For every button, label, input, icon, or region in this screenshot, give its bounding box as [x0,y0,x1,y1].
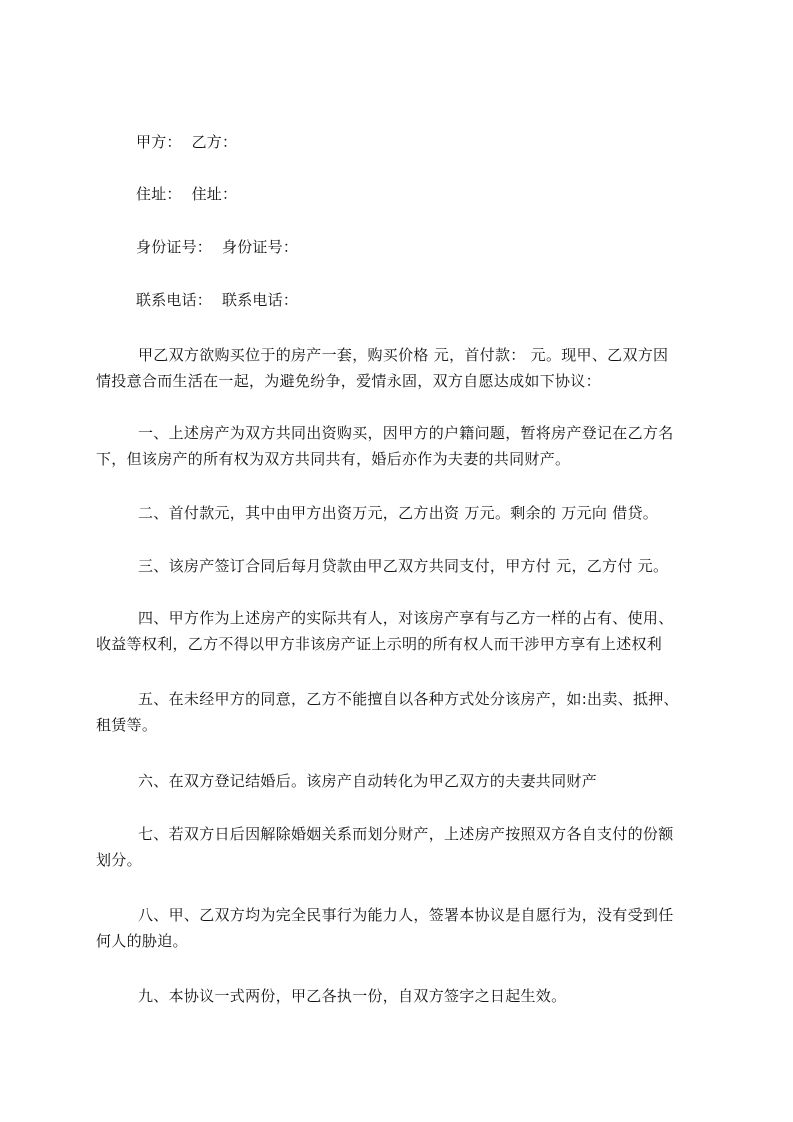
clause-4 [96,605,702,657]
clause-1-line-1: 一、上述房产为双方共同出资购买，因甲方的户籍问题，暂将房产登记在乙方名 [138,424,674,442]
clause-2-line-1: 二、首付款元，其中由甲方出资万元，乙方出资 万元。剩余的 万元向 借贷。 [138,504,659,522]
clause-9-line-1: 九、本协议一式两份，甲乙各执一份，自双方签字之日起生效。 [138,987,567,1005]
clause-1-line-2: 下，但该房产的所有权为双方共同共有，婚后亦作为夫妻的共同财产。 [96,450,571,468]
clause-6 [96,768,702,794]
party-a-label: 甲方： [136,133,182,151]
clause-3-line-1: 三、该房产签订合同后每月贷款由甲乙双方共同支付，甲方付 元，乙方付 元。 [138,557,669,575]
clause-3 [96,553,702,579]
id-b-label: 身份证号： [222,238,299,256]
clause-7 [96,821,702,873]
id-row [136,234,746,260]
clause-9 [96,983,702,1009]
phone-b-label: 联系电话： [222,291,299,309]
clause-4-line-2: 收益等权利，乙方不得以甲方非该房产证上示明的所有权人而干涉甲方享有上述权利 [96,635,663,653]
address-a-label: 住址： [136,185,182,203]
address-row [136,181,746,207]
clause-7-line-2: 划分。 [96,851,142,869]
clause-7-line-1: 七、若双方日后因解除婚姻关系而划分财产，上述房产按照双方各自支付的份额 [138,825,674,843]
clause-8 [96,902,702,954]
intro-line-1: 甲乙双方欲购买位于的房产一套，购买价格 元，首付款： 元。现甲、乙双方因 [138,346,669,364]
clause-8-line-2: 何人的胁迫。 [96,932,188,950]
phone-a-label: 联系电话： [136,291,213,309]
clause-5-line-2: 租赁等。 [96,716,158,734]
id-a-label: 身份证号： [136,238,213,256]
clause-8-line-1: 八、甲、乙双方均为完全民事行为能力人，签署本协议是自愿行为，没有受到任 [138,906,674,924]
clause-5 [96,686,702,738]
party-row [136,129,746,155]
party-b-label: 乙方： [191,133,238,151]
phone-row [136,287,746,313]
intro-line-2: 情投意合而生活在一起，为避免纷争，爱情永固，双方自愿达成如下协议： [96,372,601,390]
clause-4-line-1: 四、甲方作为上述房产的实际共有人，对该房产享有与乙方一样的占有、使用、 [138,609,674,627]
clause-5-line-1: 五、在未经甲方的同意，乙方不能擅自以各种方式处分该房产，如:出卖、抵押、 [138,690,679,708]
clause-6-line-1: 六、在双方登记结婚后。该房产自动转化为甲乙双方的夫妻共同财产 [138,772,598,790]
clause-1 [96,420,702,472]
address-b-label: 住址： [191,185,238,203]
clause-2 [96,500,702,526]
intro-paragraph [96,342,702,394]
